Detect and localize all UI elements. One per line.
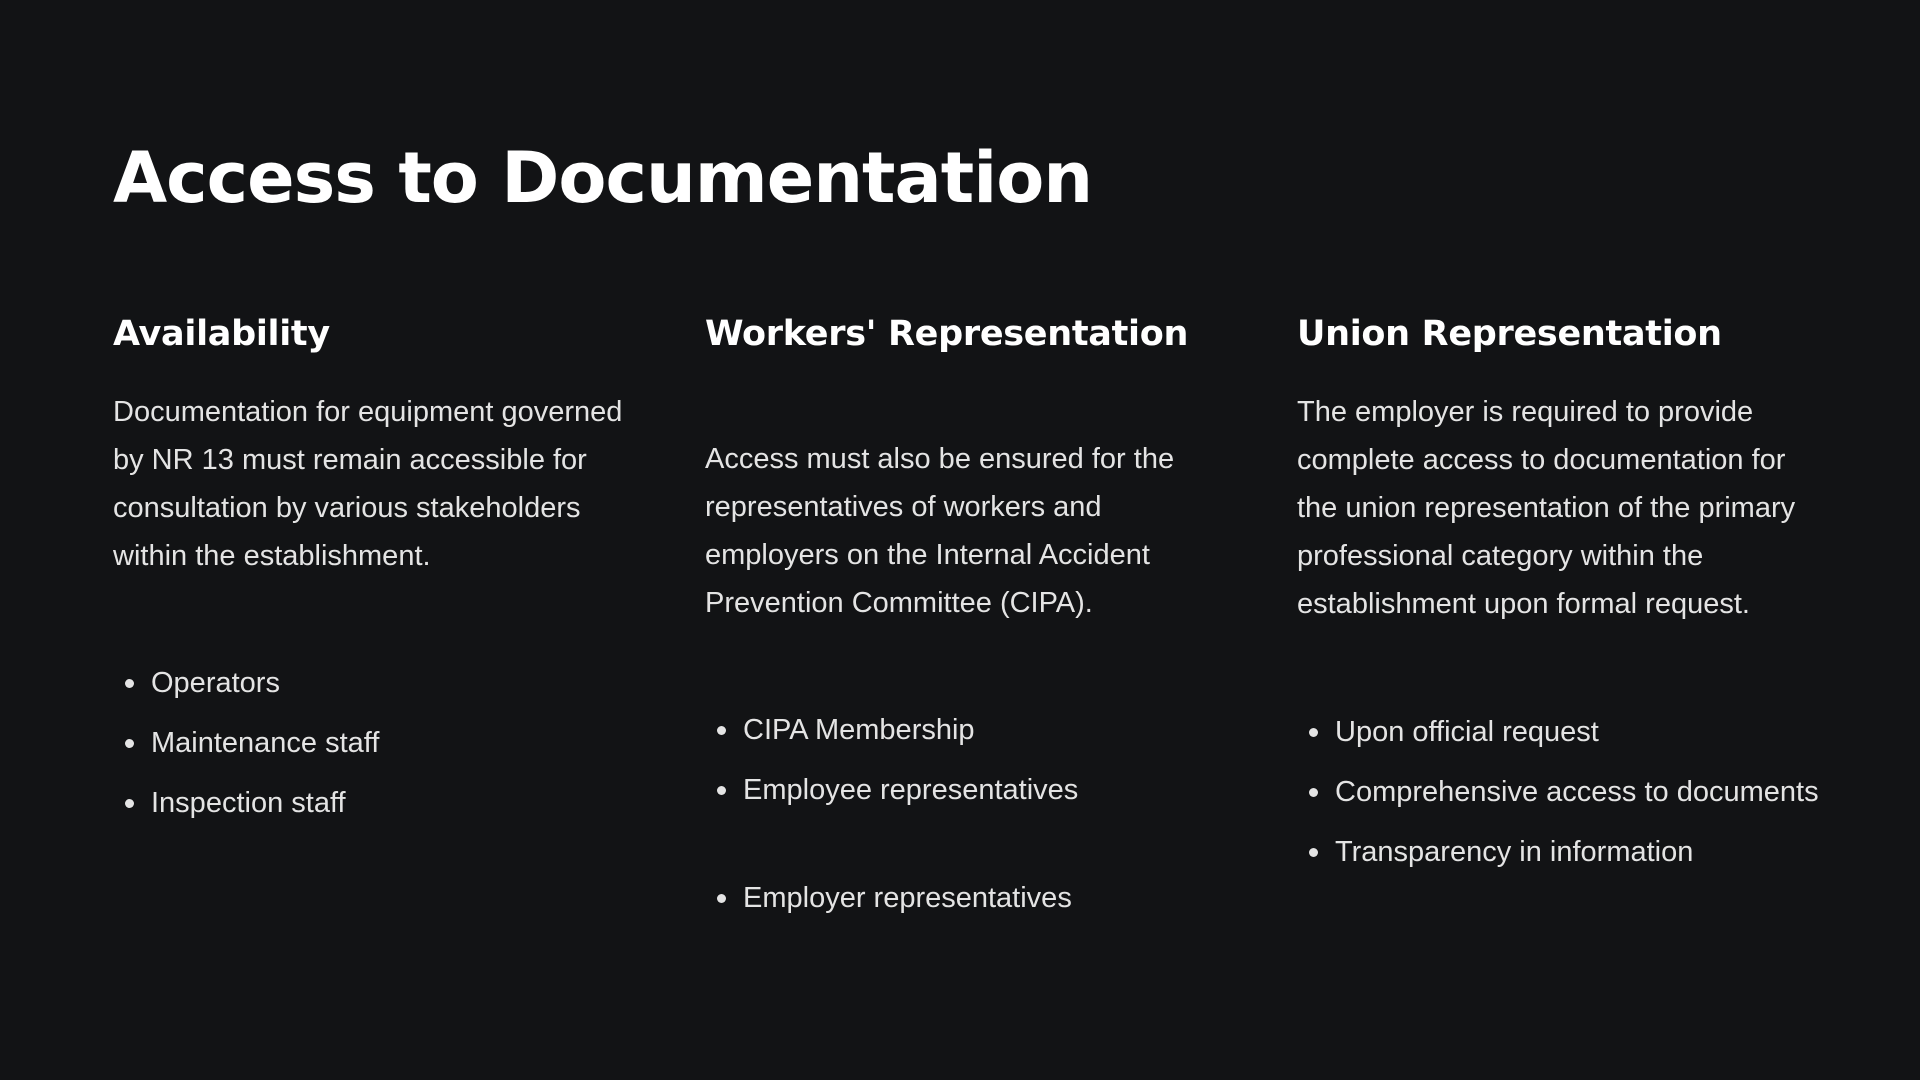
bullet-item: Employer representatives bbox=[705, 878, 1265, 918]
bullet-item: Operators bbox=[113, 663, 673, 703]
bullet-item: Transparency in information bbox=[1297, 832, 1857, 872]
bullet-list bbox=[1297, 712, 1857, 892]
column-union-representation bbox=[1297, 310, 1837, 868]
bullet-item: Inspection staff bbox=[113, 783, 673, 823]
bullet-item: Comprehensive access to documents bbox=[1297, 772, 1857, 812]
column-heading: Workers' Representation bbox=[705, 314, 1189, 354]
slide-title: Access to Documentation bbox=[113, 137, 1093, 219]
column-heading: Availability bbox=[113, 314, 330, 354]
bullet-item: Maintenance staff bbox=[113, 723, 673, 763]
column-heading: Union Representation bbox=[1297, 314, 1722, 354]
bullet-item: Employee representatives bbox=[705, 770, 1265, 810]
column-body: Documentation for equipment governed by NR 13 must remain accessible for consultation by various stakeholders within the establishment. bbox=[113, 396, 623, 572]
bullet-list bbox=[113, 663, 673, 843]
bullet-item: Upon official request bbox=[1297, 712, 1857, 752]
column-body: Access must also be ensured for the representatives of workers and employers on the Internal Accident Prevention Committee (CIPA). bbox=[705, 443, 1175, 619]
column-body: The employer is required to provide complete access to documentation for the union representation of the primary professional category within the establishment upon formal request. bbox=[1297, 396, 1796, 620]
bullet-list bbox=[705, 710, 1265, 918]
bullet-item: CIPA Membership bbox=[705, 710, 1265, 750]
column-availability bbox=[113, 310, 653, 819]
column-workers-representation bbox=[705, 310, 1245, 914]
